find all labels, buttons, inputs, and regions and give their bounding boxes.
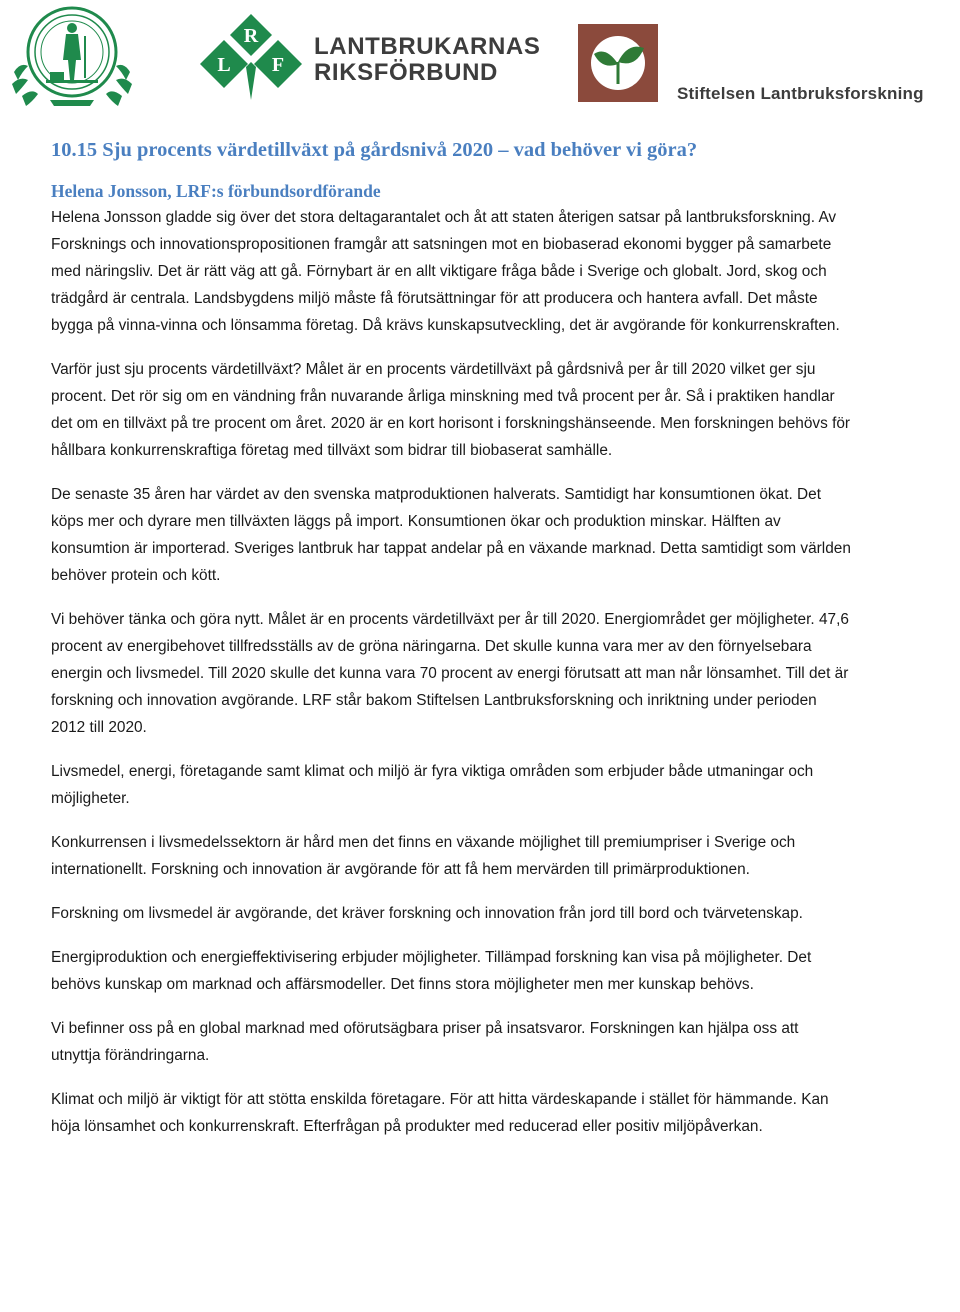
lrf-letter-l: L (217, 54, 231, 76)
paragraph-9: Vi befinner oss på en global marknad med oförutsägbara priser på insatsvaror. Forskningen kan hjälpa oss att utnyttja förändringarna. (51, 1020, 799, 1064)
speaker-name: Helena Jonsson, LRF:s förbundsordförande (51, 181, 381, 201)
paragraph-10: Klimat och miljö är viktigt för att stötta enskilda företagare. För att hitta värdeskapande i stället för hämmande. Kan höja lönsamhet och konkurrenskraft. Efterfrågan på produkter med reducerad eller positiv miljöpåverkan. (51, 1091, 829, 1135)
paragraph-7: Forskning om livsmedel är avgörande, det kräver forskning och innovation från jord till bord och tvärvetenskap. (51, 905, 803, 922)
paragraph-6: Konkurrensen i livsmedelssektorn är hård men det finns en växande möjlighet till premiumpriser i Sverige och internationellt. Forskning och innovation är avgörande för att få hem mervärden till primärproduktionen. (51, 834, 796, 878)
paragraph-8: Energiproduktion och energieffektivisering erbjuder möjligheter. Tillämpad forskning kan visa på möjligheter. Det behövs kunskap om marknad och affärsmodeller. Det finns stora möjligheter men mer kunskap behövs. (51, 949, 812, 993)
lrf-diamond-logo-icon (196, 12, 306, 102)
paragraph-1: Helena Jonsson gladde sig över det stora deltagarantalet och åt att staten återigen satsar på lantbruksforskning. Av Forsknings och innovationspropositionen framgår att satsningen mot en biobaserad ekonomi bygger på samarbete med näringsliv. Det är rätt väg att gå. Förnybart är en allt viktigare fråga både i Sverige och globalt. Jord, skog och trädgård är centrala. Landsbygdens miljö måste få förutsättningar för att producera och hantera avfall. Det måste bygga på vinna-vinna och lönsamma företag. Då krävs kunskapsutveckling, det är avgörande för konkurrenskraften. (51, 209, 840, 334)
paragraph-3: De senaste 35 åren har värdet av den svenska matproduktionen halverats. Samtidigt har konsumtionen ökat. Det köps mer och dyrare men tillväxten läggs på import. Konsumtionen ökar och produktion minskar. Hälften av konsumtion är importerad. Sveriges lantbruk har tappat andelar på en växande marknad. Detta samtidigt som världen behöver protein och kött. (51, 486, 851, 584)
paragraph-4: Vi behöver tänka och göra nytt. Målet är en procents värdetillväxt per år till 2020. Energiområdet ger möjligheter. 47,6 procent av energibehovet tillfredsställs av de gröna näringarna. Det skulle kunna vara mer av den förnyelsebara energin och livsmedel. Till 2020 skulle det kunna vara 70 procent av energi förutsatt att man når lönsamhet. Till det är forskning och innovation avgörande. LRF står bakom Stiftelsen Lantbruksforskning och inriktning under perioden 2012 till 2020. (51, 611, 849, 736)
lrf-name-line-1: LANTBRUKARNAS (314, 33, 541, 60)
paragraph-2: Varför just sju procents värdetillväxt? Målet är en procents värdetillväxt på gårdsnivå per år till 2020 vilket ger sju procent. Det rör sig om en vändning från nuvarande årliga minskning med två procent per år. Så i praktiken handlar det om en tillväxt på tre procent om året. 2020 är en kort horisont i forskningshänseende. Men forskningen behövs för hållbara konkurrenskraftiga företag med tillväxt som bidrar till biobaserat samhälle. (51, 361, 851, 459)
lrf-organization-name (314, 34, 540, 86)
royal-academy-seal-icon (6, 2, 138, 108)
document-body (51, 136, 851, 1157)
paragraph-5: Livsmedel, energi, företagande samt klimat och miljö är fyra viktiga områden som erbjuder både utmaningar och möjligheter. (51, 763, 814, 807)
section-title: 10.15 Sju procents värdetillväxt på gårdsnivå 2020 – vad behöver vi göra? (51, 139, 698, 161)
sprout-logo-icon (578, 24, 658, 102)
slf-organization-name: Stiftelsen Lantbruksforskning (677, 84, 924, 103)
logo-header (0, 0, 960, 112)
lrf-letter-r: R (243, 25, 259, 47)
lrf-letter-f: F (271, 54, 285, 76)
lrf-name-line-2: RIKSFÖRBUND (314, 59, 498, 86)
